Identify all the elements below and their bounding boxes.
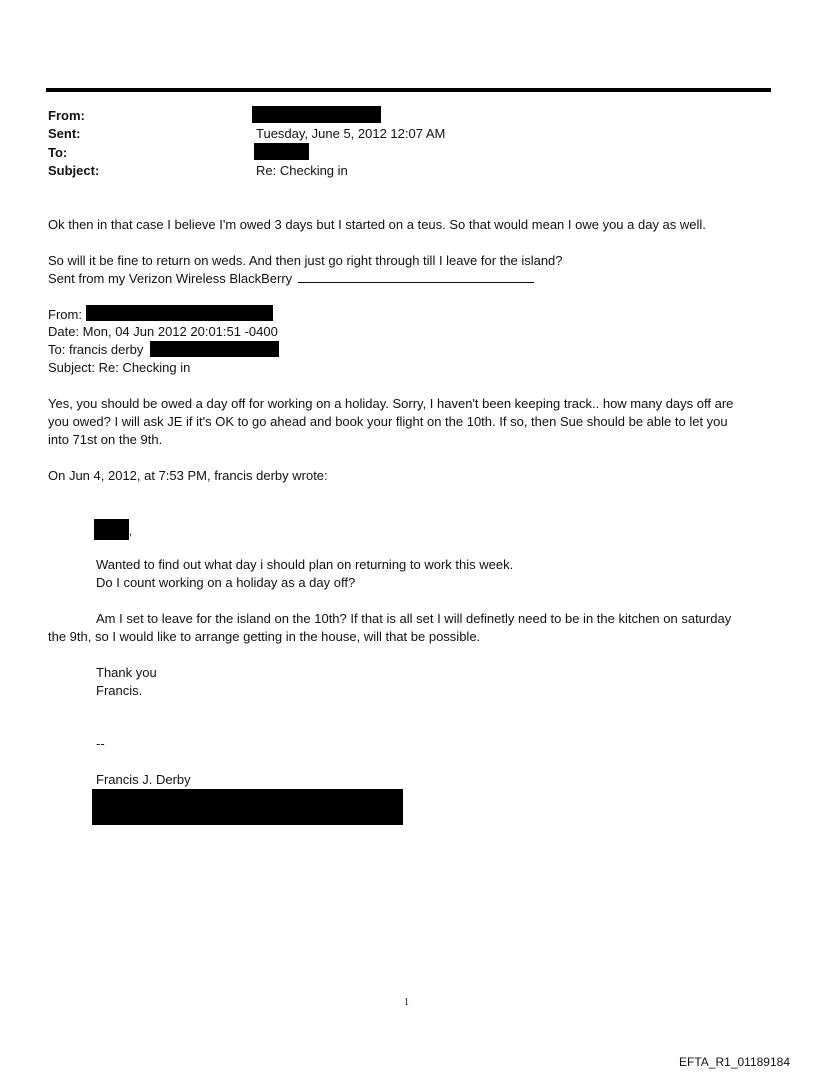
quoted-intro: On Jun 4, 2012, at 7:53 PM, francis derby wrote: xyxy=(48,468,328,483)
redaction-from xyxy=(252,106,381,123)
signature-name: Francis J. Derby xyxy=(96,772,191,787)
underline-rule xyxy=(298,270,534,283)
signature-dashes: -- xyxy=(96,736,105,751)
redaction-greeting xyxy=(94,519,129,540)
greeting-suffix: , xyxy=(129,526,133,538)
sender-name: Francis. xyxy=(96,683,143,698)
sent-value: Tuesday, June 5, 2012 12:07 AM xyxy=(256,126,446,141)
original-p1-line-2: Do I count working on a holiday as a day off? xyxy=(96,575,356,590)
quoted-para-line-2: you owed? I will ask JE if it's OK to go ahead and book your flight on the 10th. If so, then Sue should be able to let you xyxy=(48,414,728,429)
sent-label: Sent: xyxy=(48,126,81,141)
subject-label: Subject: xyxy=(48,163,100,178)
page-number: 1 xyxy=(404,997,409,1008)
bates-number: EFTA_R1_01189184 xyxy=(679,1055,790,1069)
redaction-to xyxy=(254,143,309,160)
blackberry-tagline: Sent from my Verizon Wireless BlackBerry xyxy=(48,271,293,286)
quoted-para-line-1: Yes, you should be owed a day off for working on a holiday. Sorry, I haven't been keeping track.. how many days off are xyxy=(48,396,734,411)
header-rule xyxy=(46,88,771,92)
to-label: To: xyxy=(48,145,68,160)
redaction-quoted-from xyxy=(86,305,273,321)
quoted-subject: Subject: Re: Checking in xyxy=(48,360,191,375)
redaction-quoted-to xyxy=(150,341,279,357)
reply-line-2: So will it be fine to return on weds. And then just go right through till I leave for the island? xyxy=(48,253,563,268)
thanks-text: Thank you xyxy=(96,665,157,680)
reply-signature-line xyxy=(48,270,534,288)
original-p2-line-1: Am I set to leave for the island on the 10th? If that is all set I will definetly need to be in the kitchen on saturday xyxy=(96,611,732,626)
original-p2-line-2: the 9th, so I would like to arrange getting in the house, will that be possible. xyxy=(48,629,481,644)
quoted-to: To: francis derby xyxy=(48,342,144,357)
quoted-date: Date: Mon, 04 Jun 2012 20:01:51 -0400 xyxy=(48,324,278,339)
subject-value: Re: Checking in xyxy=(256,163,348,178)
from-label: From: xyxy=(48,108,85,123)
original-p1-line-1: Wanted to find out what day i should plan on returning to work this week. xyxy=(96,557,514,572)
reply-line-1: Ok then in that case I believe I'm owed 3 days but I started on a teus. So that would mean I owe you a day as well. xyxy=(48,217,706,232)
quoted-para-line-3: into 71st on the 9th. xyxy=(48,432,163,447)
redaction-signature-block xyxy=(92,789,403,825)
quoted-from: From: xyxy=(48,307,82,322)
